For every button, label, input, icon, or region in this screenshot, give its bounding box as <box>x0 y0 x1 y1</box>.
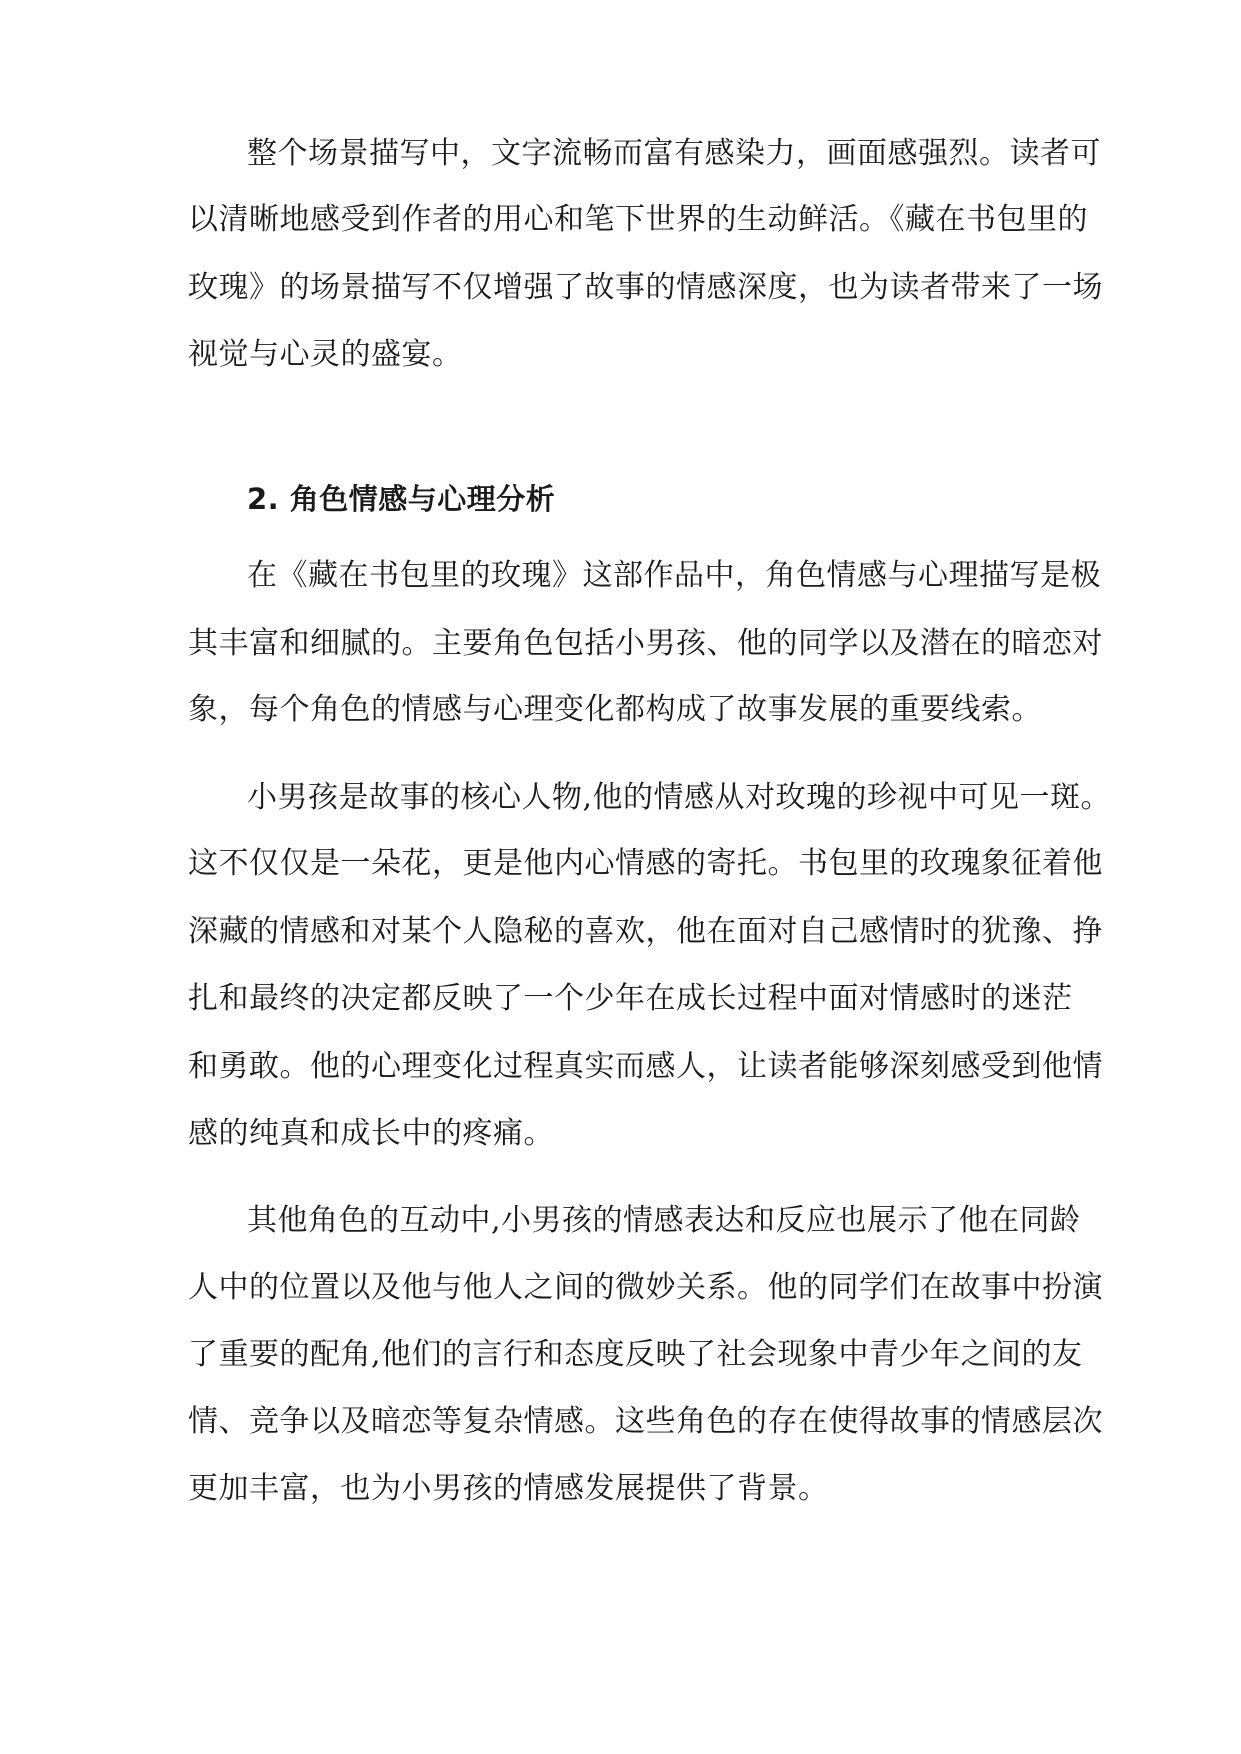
paragraph-1-line: 以清晰地感受到作者的用心和笔下世界的生动鲜活。《藏在书包里的 <box>188 202 1088 237</box>
paragraph-1-line: 玫瑰》的场景描写不仅增强了故事的情感深度，也为读者带来了一场 <box>188 270 1103 305</box>
paragraph-4-line: 情、竞争以及暗恋等复杂情感。这些角色的存在使得故事的情感层次 <box>188 1404 1103 1439</box>
paragraph-1-line: 整个场景描写中，文字流畅而富有感染力，画面感强烈。读者可 <box>247 136 1101 171</box>
paragraph-3-line: 和勇敢。他的心理变化过程真实而感人，让读者能够深刻感受到他情 <box>188 1049 1103 1084</box>
paragraph-2-line: 在《藏在书包里的玫瑰》这部作品中，角色情感与心理描写是极 <box>247 558 1101 593</box>
paragraph-3-line: 小男孩是故事的核心人物,他的情感从对玫瑰的珍视中可见一斑。 <box>247 780 1112 815</box>
paragraph-4-line: 了重要的配角,他们的言行和态度反映了社会现象中青少年之间的友 <box>188 1337 1083 1372</box>
paragraph-3-line: 扎和最终的决定都反映了一个少年在成长过程中面对情感时的迷茫 <box>188 981 1073 1016</box>
paragraph-4-line: 人中的位置以及他与他人之间的微妙关系。他的同学们在故事中扮演 <box>188 1270 1103 1305</box>
paragraph-4-line: 更加丰富，也为小男孩的情感发展提供了背景。 <box>188 1471 829 1506</box>
paragraph-4-line: 其他角色的互动中,小男孩的情感表达和反应也展示了他在同龄 <box>247 1203 1081 1238</box>
section-heading: 2. 角色情感与心理分析 <box>247 482 556 516</box>
paragraph-1-line: 视觉与心灵的盛宴。 <box>188 337 463 372</box>
paragraph-2-line: 其丰富和细腻的。主要角色包括小男孩、他的同学以及潜在的暗恋对 <box>188 626 1103 661</box>
paragraph-3-line: 深藏的情感和对某个人隐秘的喜欢，他在面对自己感情时的犹豫、挣 <box>188 914 1103 949</box>
paragraph-2-line: 象，每个角色的情感与心理变化都构成了故事发展的重要线索。 <box>188 692 1042 727</box>
paragraph-3-line: 感的纯真和成长中的疼痛。 <box>188 1116 554 1151</box>
paragraph-3-line: 这不仅仅是一朵花，更是他内心情感的寄托。书包里的玫瑰象征着他 <box>188 846 1103 881</box>
